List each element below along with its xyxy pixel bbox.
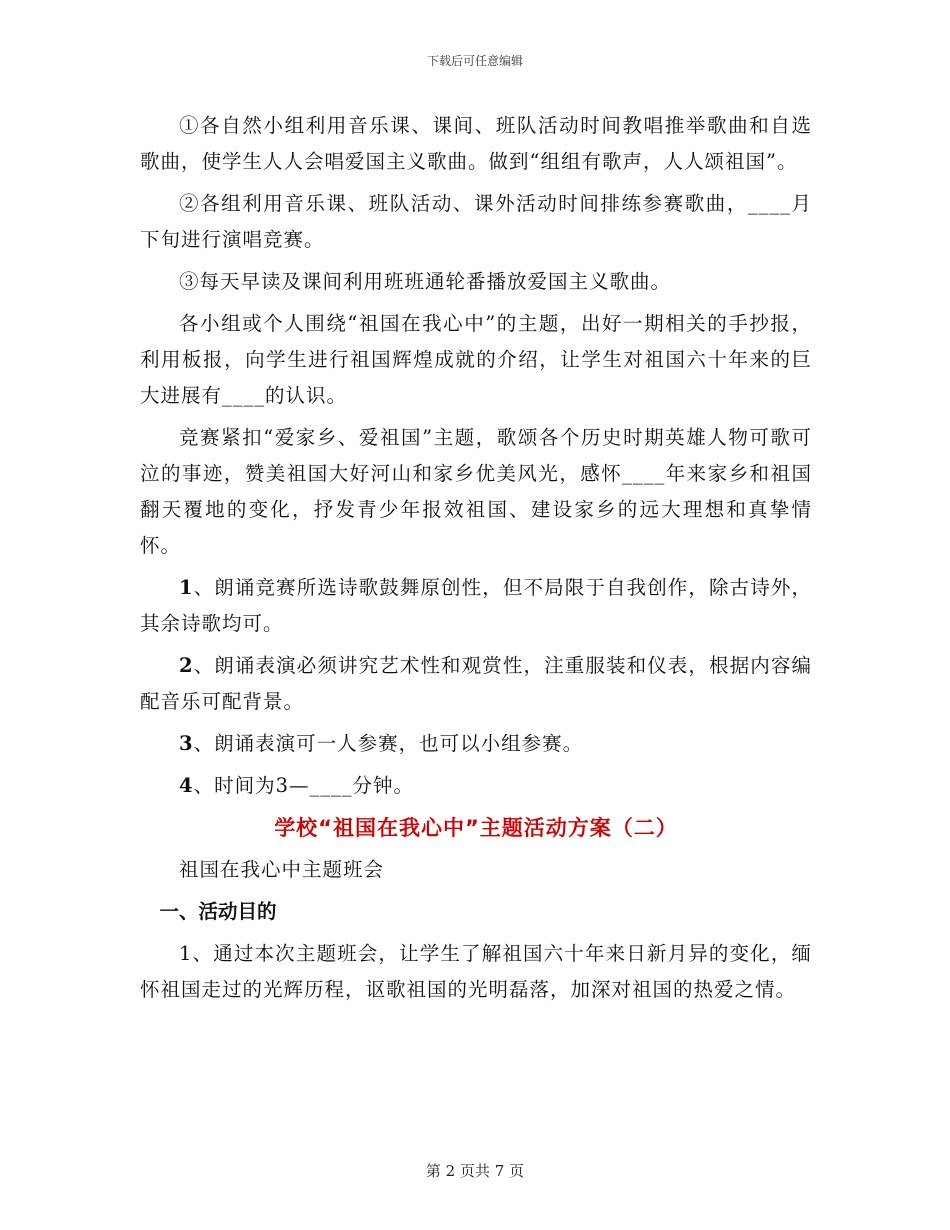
page-footer: 第 2 页共 7 页 [425,1162,525,1180]
rule-1 [140,570,812,642]
paragraph-singing-3: ③每天早读及课间利用班班通轮番播放爱国主义歌曲。 [179,270,672,293]
rule-4 [140,768,812,804]
paragraph-goal-1: 1、通过本次主题班会，让学生了解祖国六十年来日新月异的变化，缅怀祖国走过的光辉历程，讴歌祖国的光明磊落，加深对祖国的热爱之情。 [140,942,812,1001]
rule-2-number: 2 [179,654,194,677]
rule-1-text: 、朗诵竞赛所选诗歌鼓舞原创性，但不局限于自我创作，除古诗外，其余诗歌均可。 [140,576,812,635]
rule-2-text: 、朗诵表演必须讲究艺术性和观赏性，注重服装和仪表，根据内容编配音乐可配背景。 [140,654,812,713]
section-title: 学校“祖国在我心中”主题活动方案（二） [274,816,678,840]
rule-4-text: 、时间为3—____分钟。 [193,774,414,797]
heading-activity-purpose: 一、活动目的 [159,900,277,923]
paragraph-recitation-theme: 竞赛紧扣“爱家乡、爱祖国”主题，歌颂各个历史时期英雄人物可歌可泣的事迹，赞美祖国大好河山和家乡优美风光，感怀____年来家乡和祖国翻天覆地的变化，抒发青少年报效祖国、建设家乡的远大理想和真挚情怀。 [140,426,812,557]
document-body [140,108,812,1014]
section-subtitle: 祖国在我心中主题班会 [179,858,385,881]
rule-3-number: 3 [179,732,194,755]
page-header: 下载后可任意编辑 [426,54,523,68]
paragraph-handwritten-newspaper: 各小组或个人围绕“祖国在我心中”的主题，出好一期相关的手抄报，利用板报，向学生进行祖国辉煌成就的介绍，让学生对祖国六十年来的巨大进展有____的认识。 [140,312,812,407]
paragraph-singing-1: ①各自然小组利用音乐课、课间、班队活动时间教唱推举歌曲和自选歌曲，使学生人人会唱爱国主义歌曲。做到“组组有歌声，人人颂祖国”。 [140,114,812,173]
rule-1-number: 1 [179,576,194,599]
rule-3-text: 、朗诵表演可一人参赛，也可以小组参赛。 [193,732,584,755]
rule-4-number: 4 [179,774,194,797]
rule-2 [140,648,812,720]
rule-3 [140,726,812,762]
paragraph-singing-2: ②各组利用音乐课、班队活动、课外活动时间排练参赛歌曲，____月下旬进行演唱竞赛。 [140,192,812,251]
